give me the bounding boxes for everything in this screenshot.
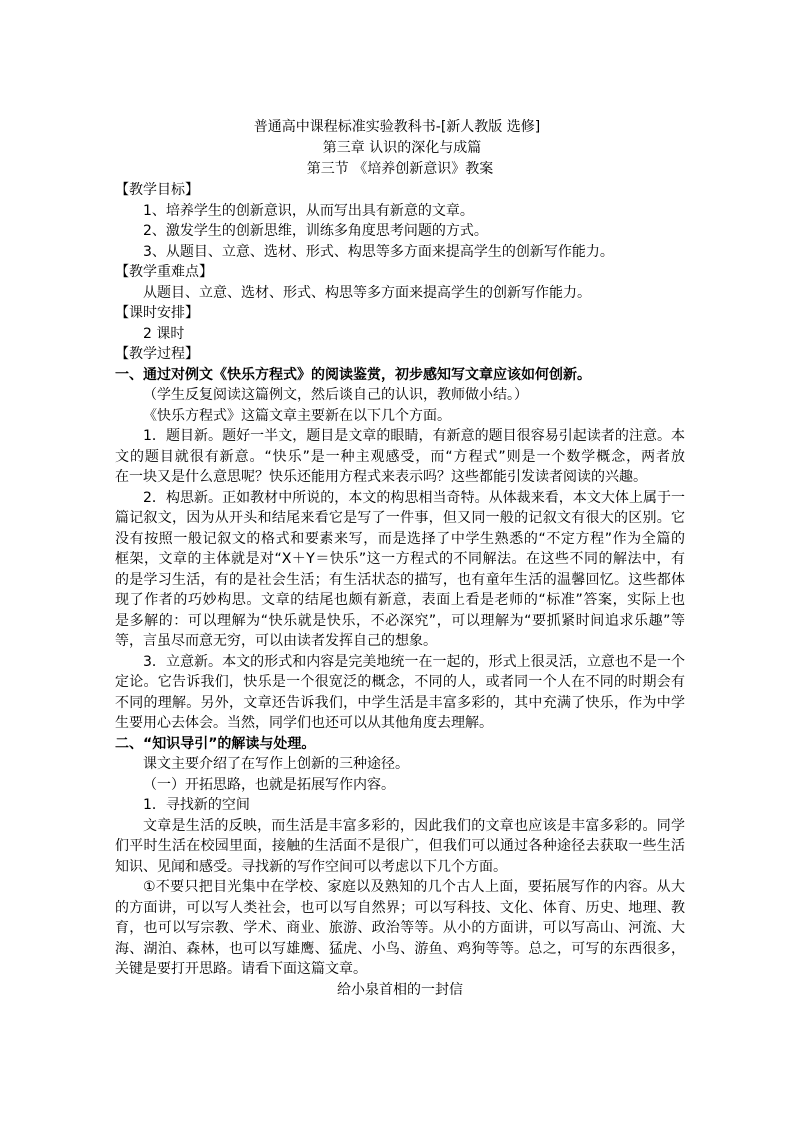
part2-intro: 课文主要介绍了在写作上创新的三种途径。 — [143, 756, 409, 772]
paragraph-line: 在一块又是什么意思呢？快乐还能用方程式来表示吗？这些都能引发读者阅读的兴趣。 — [115, 469, 647, 485]
paragraph-line: 现了作者的巧妙构思。文章的结尾也颇有新意，表面上看是老师的“标准”答案，实际上也 — [115, 592, 685, 608]
part1-note: （学生反复阅读这篇例文，然后谈自己的认识，教师做小结。） — [143, 387, 528, 403]
key-points-heading: 【教学重难点】 — [115, 264, 213, 280]
paragraph-line: 文的题目就很有新意。“快乐”是一种主观感受，而“方程式”则是一个数学概念，两者放 — [115, 448, 685, 465]
paragraph-line: 2．构思新。正如教材中所说的，本文的构思相当奇特。从体裁来看，本文大体上属于一 — [143, 489, 685, 506]
goal-item: 1、培养学生的创新意识，从而写出具有新意的文章。 — [143, 202, 474, 219]
goals-heading: 【教学目标】 — [115, 182, 199, 198]
goal-item: 2、激发学生的创新思维，训练多角度思考问题的方式。 — [143, 223, 488, 239]
process-heading: 【教学过程】 — [115, 346, 199, 362]
paragraph-line: 定论。它告诉我们，快乐是一个很宽泛的概念，不同的人，或者同一个人在不同的时期会有 — [115, 674, 685, 690]
paragraph-line: 海、湖泊、森林，也可以写雄鹰、猛虎、小鸟、游鱼、鸡狗等等。总之，可写的东西很多， — [115, 940, 685, 957]
paragraph-line: 1．题目新。题好一半文，题目是文章的眼睛，有新意的题目很容易引起读者的注意。本 — [143, 428, 685, 444]
goal-item: 3、从题目、立意、选材、形式、构思等多方面来提高学生的创新写作能力。 — [143, 243, 614, 260]
subsection-heading: （一）开拓思路，也就是拓展写作内容。 — [143, 776, 395, 793]
schedule-text: 2 课时 — [143, 325, 185, 342]
document-body — [115, 180, 685, 1000]
chapter-title: 第三章 认识的深化与成篇 — [322, 140, 482, 156]
paragraph-line: 关键是要打开思路。请看下面这篇文章。 — [115, 961, 367, 977]
schedule-heading: 【课时安排】 — [115, 305, 199, 321]
part1-heading: 一、通过对例文《快乐方程式》的阅读鉴赏，初步感知写文章应该如何创新。 — [115, 366, 591, 383]
paragraph-line: ①不要只把目光集中在学校、家庭以及熟知的几个古人上面，要拓展写作的内容。从大 — [143, 879, 685, 895]
paragraph-line: 不同的理解。另外，文章还告诉我们，中学生活是丰富多彩的，其中充满了快乐，作为中学 — [115, 694, 685, 711]
letter-title: 给小泉首相的一封信 — [337, 981, 463, 998]
paragraph-line: 文章是生活的反映，而生活是丰富多彩的，因此我们的文章也应该是丰富多彩的。同学 — [143, 817, 685, 834]
section-title: 第三节 《培养创新意识》教案 — [306, 161, 494, 177]
paragraph-line: 等，言虽尽而意无穷，可以由读者发挥自己的想象。 — [115, 633, 437, 649]
part2-heading: 二、“知识导引”的解读与处理。 — [115, 735, 316, 752]
subsection-item: 1．寻找新的空间 — [143, 797, 250, 813]
paragraph-line: 生要用心去体会。当然，同学们也还可以从其他角度去理解。 — [115, 715, 493, 731]
paragraph-line: 的方面讲，可以写人类社会，也可以写自然界；可以写科技、文化、体育、历史、地理、教 — [115, 899, 685, 916]
paragraph-line: 的是学习生活，有的是社会生活；有生活状态的描写，也有童年生活的温馨回忆。这些都体 — [115, 571, 685, 588]
paragraph-line: 是多解的：可以理解为“快乐就是快乐，不必深究”，可以理解为“要抓紧时间追求乐趣”等 — [115, 612, 685, 629]
paragraph-line: 没有按照一般记叙文的格式和要素来写，而是选择了中学生熟悉的“不定方程”作为全篇的 — [115, 530, 685, 547]
paragraph-line: 框架，文章的主体就是对“X＋Y＝快乐”这一方程式的不同解法。在这些不同的解法中，有 — [115, 551, 685, 567]
paragraph-line: 知识、见闻和感受。寻找新的写作空间可以考虑以下几个方面。 — [115, 858, 507, 875]
paragraph-line: 3．立意新。本文的形式和内容是完美地统一在一起的，形式上很灵活，立意也不是一个 — [143, 653, 685, 670]
paragraph-line: 们平时生活在校园里面，接触的生活面不是很广，但我们可以通过各种途径去获取一些生活 — [115, 838, 685, 854]
paragraph-line: 育，也可以写宗教、学术、商业、旅游、政治等等。从小的方面讲，可以写高山、河流、大 — [115, 920, 685, 936]
part1-intro: 《快乐方程式》这篇文章主要新在以下几个方面。 — [143, 407, 451, 424]
document-series-title: 普通高中课程标准实验教科书-[新人教版 选修] — [253, 119, 541, 135]
key-points-text: 从题目、立意、选材、形式、构思等多方面来提高学生的创新写作能力。 — [143, 284, 591, 301]
paragraph-line: 篇记叙文，因为从开头和结尾来看它是写了一件事，但又同一般的记叙文有很大的区别。它 — [115, 510, 685, 526]
